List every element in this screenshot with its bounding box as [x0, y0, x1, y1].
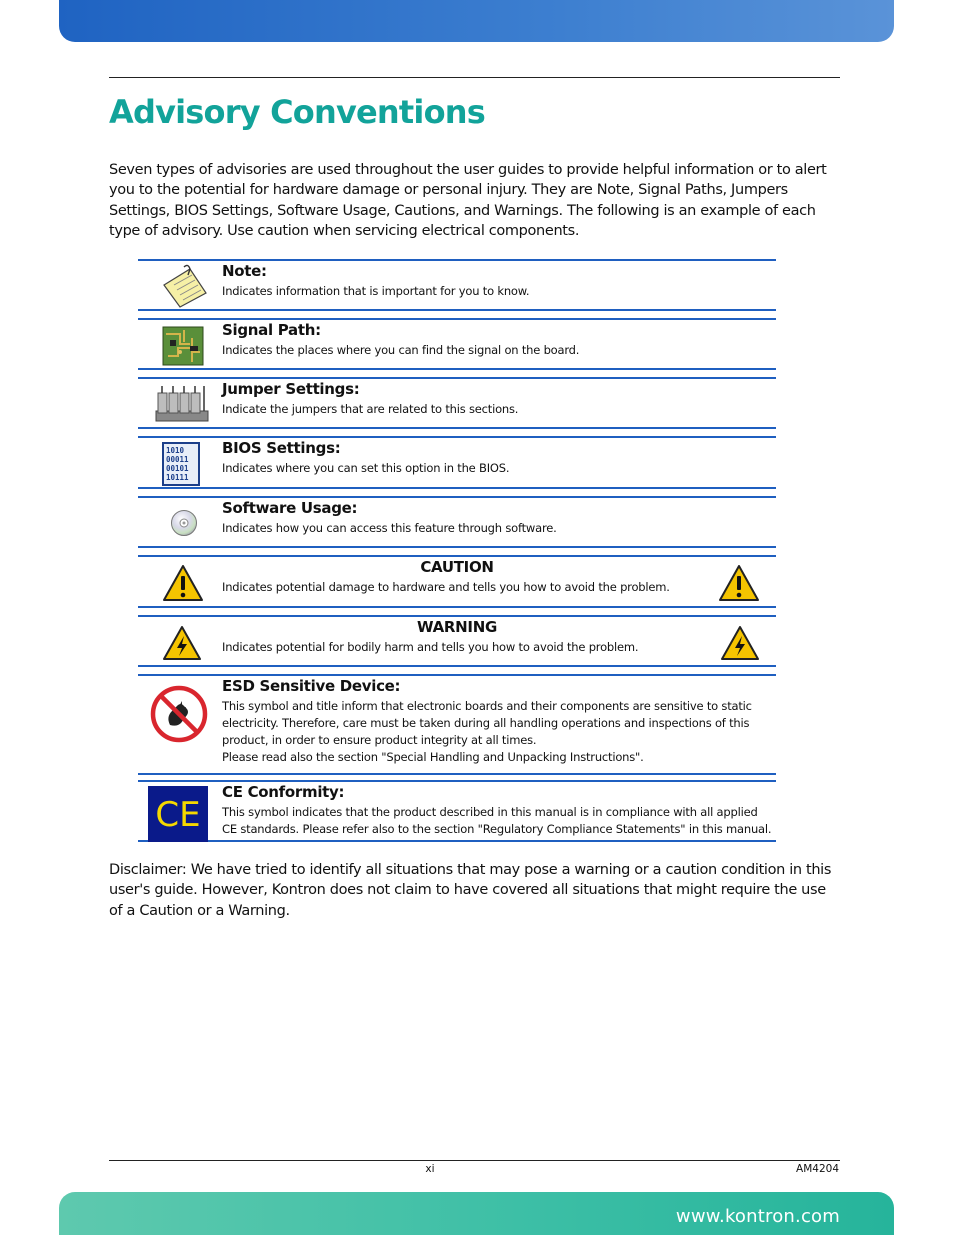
advisory-text — [222, 698, 774, 766]
advisory-text: Indicates the places where you can find the signal on the board. — [222, 343, 580, 357]
header-rule — [109, 77, 840, 78]
advisory-signal-path — [138, 318, 776, 370]
ce-mark-icon — [148, 786, 208, 842]
footer-band — [59, 1192, 894, 1235]
page-number: xi — [425, 1163, 435, 1175]
caution-triangle-icon — [718, 564, 760, 602]
page-title: Advisory Conventions — [109, 93, 485, 131]
advisory-jumper-settings — [138, 377, 776, 429]
advisory-text: Indicate the jumpers that are related to this sections. — [222, 402, 519, 416]
binary-text-row: 00011 — [166, 455, 189, 464]
advisory-heading: Note: — [222, 262, 267, 280]
advisory-heading: ESD Sensitive Device: — [222, 677, 401, 695]
advisory-heading: Software Usage: — [222, 499, 358, 517]
advisory-text: Indicates information that is important for you to know. — [222, 284, 530, 298]
advisory-heading: Signal Path: — [222, 321, 321, 339]
binary-text-row: 10111 — [166, 473, 189, 482]
header-band — [59, 0, 894, 42]
advisory-heading: CE Conformity: — [222, 783, 345, 801]
binary-document-icon — [162, 442, 202, 486]
advisory-esd — [138, 674, 776, 775]
binary-text-row: 00101 — [166, 464, 189, 473]
advisory-heading: CAUTION — [420, 558, 494, 576]
website-link[interactable]: www.kontron.com — [675, 1206, 840, 1227]
advisory-text: Indicates potential for bodily harm and tells you how to avoid the problem. — [222, 640, 639, 654]
advisory-heading: Jumper Settings: — [222, 380, 360, 398]
advisory-note — [138, 259, 776, 311]
footer-rule — [109, 1160, 840, 1161]
jumper-icon — [154, 383, 210, 425]
advisory-text: Indicates how you can access this feature through software. — [222, 521, 557, 535]
high-voltage-icon — [720, 625, 760, 661]
advisory-heading: WARNING — [417, 618, 497, 636]
advisory-text: This symbol indicates that the product described in this manual is in compliance with all applied CE standards. Please refer also to the section "Regulatory Compliance Statements" in this manual. — [222, 805, 772, 836]
esd-sensitive-icon — [150, 685, 208, 743]
intro-paragraph: Seven types of advisories are used throughout the user guides to provide helpful information or to alert you to the potential for hardware damage or personal injury. They are Note, Signal Paths, Jumpers Settings, BIOS Settings, Software Usage, Cautions, and Warnings. The following is an example of each type of advisory. Use caution when servicing electrical components. — [109, 162, 827, 239]
advisory-text: Indicates potential damage to hardware and tells you how to avoid the problem. — [222, 580, 670, 594]
cd-disc-icon — [170, 509, 198, 537]
note-icon — [160, 263, 210, 309]
advisory-caution — [138, 555, 776, 608]
advisory-software-usage — [138, 496, 776, 548]
esd-description: This symbol and title inform that electronic boards and their components are sensitive to static electricity. Therefore, care must be taken during all handling operations and inspections of this product, in order to ensure product integrity at all times. — [222, 699, 752, 747]
advisory-ce-conformity — [138, 780, 776, 842]
ce-mark-text: CE — [155, 795, 201, 835]
circuit-board-icon — [162, 326, 204, 366]
advisory-text: Indicates where you can set this option in the BIOS. — [222, 461, 510, 475]
document-id: AM4204 — [796, 1163, 839, 1175]
esd-reference: Please read also the section "Special Handling and Unpacking Instructions". — [222, 750, 644, 764]
advisory-heading: BIOS Settings: — [222, 439, 341, 457]
disclaimer-paragraph: Disclaimer: We have tried to identify all situations that may pose a warning or a caution condition in this user's guide. However, Kontron does not claim to have covered all situations that might require the use of a Caution or a Warning. — [109, 862, 832, 919]
advisory-warning — [138, 615, 776, 667]
advisory-bios-settings — [138, 436, 776, 489]
binary-text-row: 1010 — [166, 446, 185, 455]
